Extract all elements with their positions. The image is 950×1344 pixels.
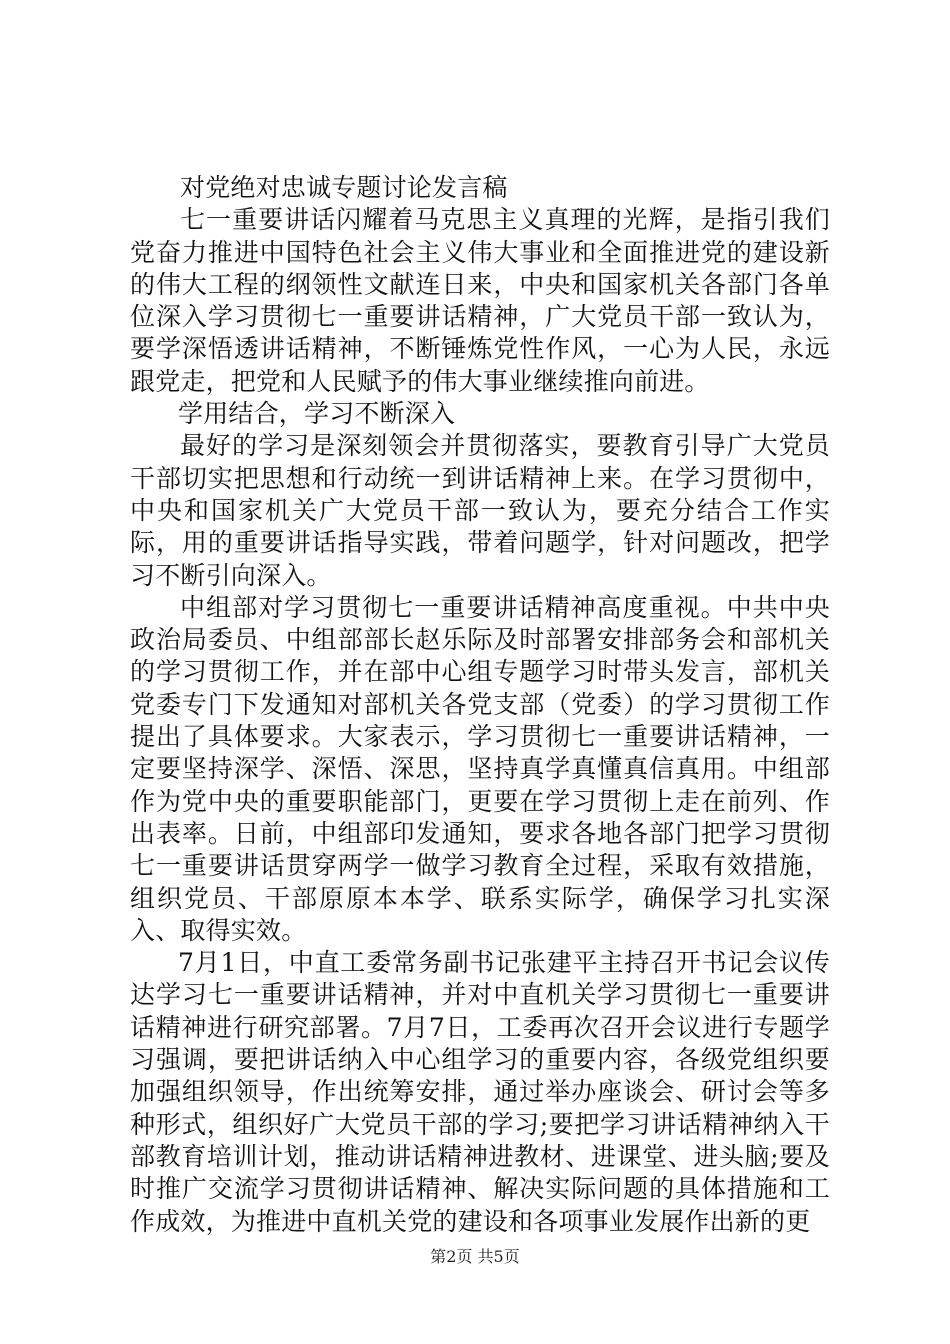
page-number: 第2页 共5页 bbox=[430, 1247, 520, 1266]
paragraph-organization-dept: 中组部对学习贯彻七一重要讲话精神高度重视。中共中央政治局委员、中组部部长赵乐际及时部署安排部务会和部机关的学习贯彻工作，并在部中心组专题学习时带头发言，部机关党委专门下发通知对部机关各党支部（党委）的学习贯彻工作提出了具体要求。大家表示，学习贯彻七一重要讲话精神，一定要坚持深学、深悟、深思，坚持真学真懂真信真用。中组部作为党中央的重要职能部门，更要在学习贯彻上走在前列、作出表率。日前，中组部印发通知，要求各地各部门把学习贯彻七一重要讲话贯穿两学一做学习教育全过程，采取有效措施，组织党员、干部原原本本学、联系实际学，确保学习扎实深入、取得实效。 bbox=[130, 592, 830, 945]
paragraph-working-committee: 7月1日，中直工委常务副书记张建平主持召开书记会议传达学习七一重要讲话精神，并对中直机关学习贯彻七一重要讲话精神进行研究部署。7月7日，工委再次召开会议进行专题学习强调，要把讲话纳入中心组学习的重要内容，各级党组织要加强组织领导，作出统筹安排，通过举办座谈会、研讨会等多种形式，组织好广大党员干部的学习;要把学习讲话精神纳入干部教育培训计划，推动讲话精神进教材、进课堂、进头脑;要及时推广交流学习贯彻讲话精神、解决实际问题的具体措施和工作成效，为推进中直机关党的建设和各项事业发展作出新的更 bbox=[130, 948, 830, 1236]
document-title: 对党绝对忠诚专题讨论发言稿 bbox=[180, 173, 508, 202]
paragraph-learning: 最好的学习是深刻领会并贯彻落实，要教育引导广大党员干部切实把思想和行动统一到讲话精神上来。在学习贯彻中，中央和国家机关广大党员干部一致认为，要充分结合工作实际，用的重要讲话指导实践，带着问题学，针对问题改，把学习不断引向深入。 bbox=[130, 431, 830, 590]
document-body bbox=[130, 172, 830, 1238]
paragraph-intro: 七一重要讲话闪耀着马克思主义真理的光辉，是指引我们党奋力推进中国特色社会主义伟大事业和全面推进党的建设新的伟大工程的纲领性文献连日来，中央和国家机关各部门各单位深入学习贯彻七一重要讲话精神，广大党员干部一致认为，要学深悟透讲话精神，不断锤炼党性作风，一心为人民，永远跟党走，把党和人民赋予的伟大事业继续推向前进。 bbox=[130, 205, 830, 396]
section-heading: 学用结合，学习不断深入 bbox=[178, 399, 456, 429]
